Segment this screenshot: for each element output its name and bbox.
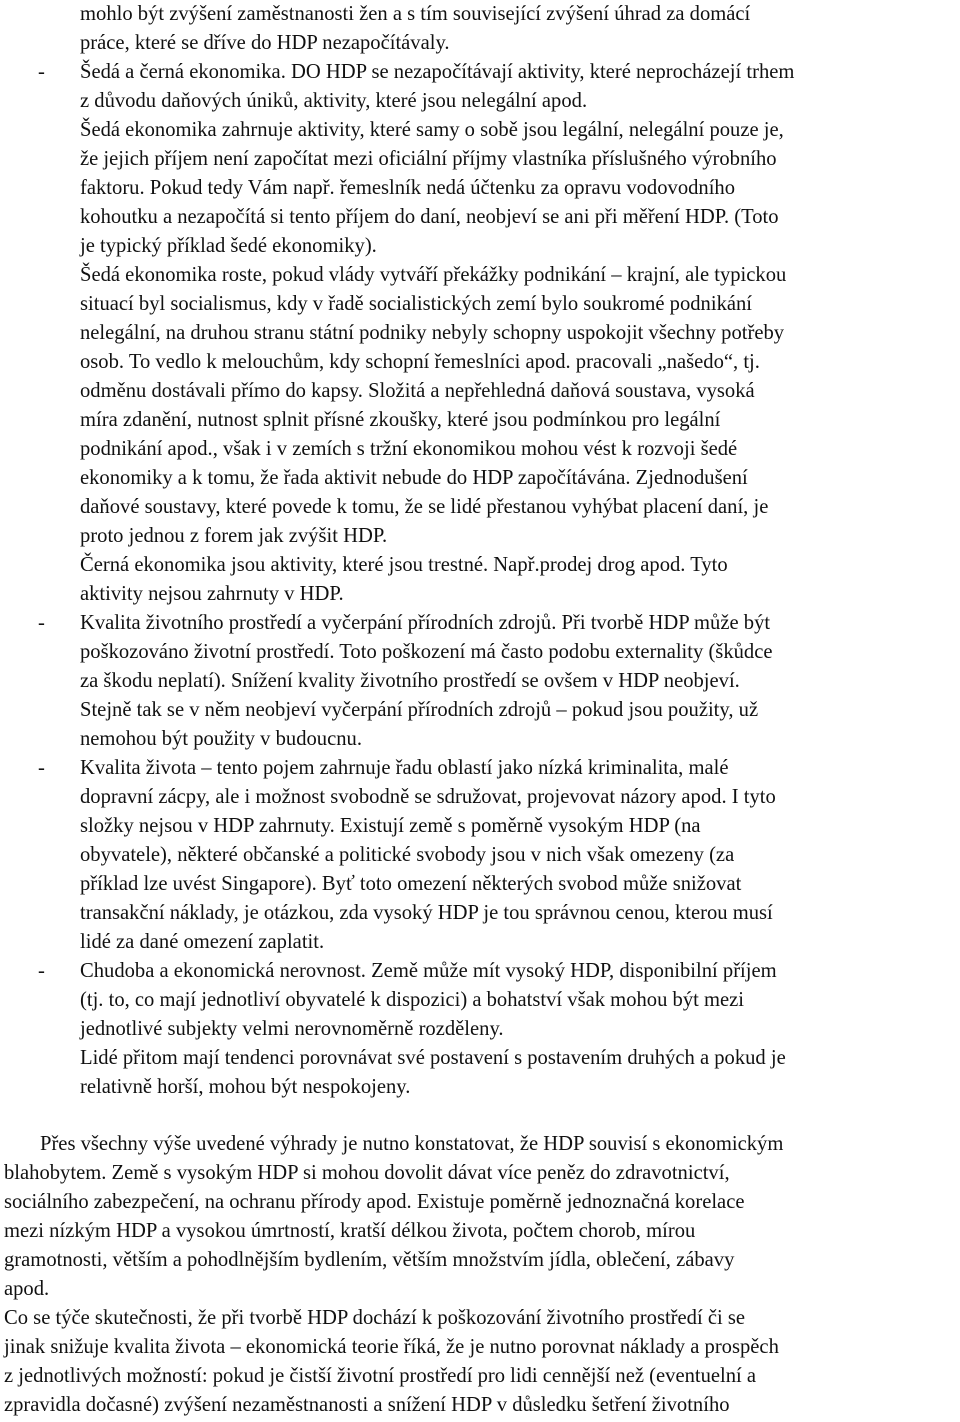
text-line: osob. To vedlo k melouchům, kdy schopní řemeslníci apod. pracovali „našedo“, tj. xyxy=(80,351,760,373)
text-line: daňové soustavy, které povede k tomu, že se lidé přestanou vyhýbat placení daní, je xyxy=(80,496,769,518)
text-line: dopravní zácpy, ale i možnost svobodně se sdružovat, projevovat názory apod. I tyto xyxy=(80,786,776,808)
list-dash: - xyxy=(38,61,45,83)
text-line: jednotlivé subjekty velmi nerovnoměrně rozděleny. xyxy=(80,1018,504,1040)
list-dash: - xyxy=(38,757,45,779)
text-line: Kvalita života – tento pojem zahrnuje řadu oblastí jako nízká kriminalita, malé xyxy=(80,757,729,779)
text-line: Stejně tak se v něm neobjeví vyčerpání přírodních zdrojů – pokud jsou použity, už xyxy=(80,699,759,721)
text-line: situací byl socialismus, kdy v řadě socialistických zemí bylo soukromé podnikání xyxy=(80,293,753,315)
text-line: apod. xyxy=(4,1278,50,1300)
text-line: Chudoba a ekonomická nerovnost. Země může mít vysoký HDP, disponibilní příjem xyxy=(80,960,777,982)
text-line: z jednotlivých možností: pokud je čistší životní prostředí pro lidi cennější než (eventuelní a xyxy=(4,1365,757,1387)
text-line: je typický příklad šedé ekonomiky). xyxy=(80,235,377,257)
text-line: blahobytem. Země s vysokým HDP si mohou dovolit dávat více peněz do zdravotnictví, xyxy=(4,1162,730,1184)
text-line: ekonomiky a k tomu, že řada aktivit nebude do HDP započítávána. Zjednodušení xyxy=(80,467,748,489)
text-line: Co se týče skutečnosti, že při tvorbě HDP dochází k poškozování životního prostředí či se xyxy=(4,1307,746,1329)
text-line: Černá ekonomika jsou aktivity, které jsou trestné. Např.prodej drog apod. Tyto xyxy=(80,554,728,576)
text-line: Šedá ekonomika zahrnuje aktivity, které samy o sobě jsou legální, nelegální pouze je, xyxy=(80,119,784,141)
text-line: poškozováno životní prostředí. Toto poškození má často podobu externality (škůdce xyxy=(80,641,773,663)
text-line: z důvodu daňových úniků, aktivity, které jsou nelegální apod. xyxy=(80,90,588,112)
text-line: proto jednou z forem jak zvýšit HDP. xyxy=(80,525,388,547)
text-line: Šedá a černá ekonomika. DO HDP se nezapočítávají aktivity, které neprocházejí trhem xyxy=(80,61,795,83)
text-line: kohoutku a nezapočítá si tento příjem do daní, neobjeví se ani při měření HDP. (Toto xyxy=(80,206,779,228)
text-line: zpravidla dočasné) zvýšení nezaměstnanosti a snížení HDP v důsledku šetření životního xyxy=(4,1394,730,1416)
text-line: složky nejsou v HDP zahrnuty. Existují země s poměrně vysokým HDP (na xyxy=(80,815,701,837)
list-dash: - xyxy=(38,960,45,982)
text-line: gramotnosti, větším a pohodlnějším bydlením, větším množstvím jídla, oblečení, zábavy xyxy=(4,1249,735,1271)
text-line: relativně horší, mohou být nespokojeny. xyxy=(80,1076,411,1098)
text-line: práce, které se dříve do HDP nezapočítávaly. xyxy=(80,32,450,54)
text-line: míra zdanění, nutnost splnit přísné zkoušky, které jsou podmínkou pro legální xyxy=(80,409,721,431)
text-line: Lidé přitom mají tendenci porovnávat své postavení s postavením druhých a pokud je xyxy=(80,1047,786,1069)
list-dash: - xyxy=(38,612,45,634)
text-line: obyvatele), některé občanské a politické svobody jsou v nich však omezeny (za xyxy=(80,844,735,866)
text-line: Šedá ekonomika roste, pokud vlády vytváří překážky podnikání – krajní, ale typickou xyxy=(80,264,787,286)
text-line: Kvalita životního prostředí a vyčerpání přírodních zdrojů. Při tvorbě HDP může být xyxy=(80,612,771,634)
text-line: (tj. to, co mají jednotliví obyvatelé k dispozici) a bohatství však mohou být mezi xyxy=(80,989,745,1011)
text-line: podnikání apod., však i v zemích s tržní ekonomikou mohou vést k rozvoji šedé xyxy=(80,438,738,460)
text-line: transakční náklady, je otázkou, zda vysoký HDP je tou správnou cenou, kterou musí xyxy=(80,902,773,924)
text-line: lidé za dané omezení zaplatit. xyxy=(80,931,325,953)
text-line: sociálního zabezpečení, na ochranu přírody apod. Existuje poměrně jednoznačná korelace xyxy=(4,1191,745,1213)
text-line: aktivity nejsou zahrnuty v HDP. xyxy=(80,583,344,605)
text-line: odměnu dostávali přímo do kapsy. Složitá a nepřehledná daňová soustava, vysoká xyxy=(80,380,755,402)
text-line: mezi nízkým HDP a vysokou úmrtností, kratší délkou života, počtem chorob, mírou xyxy=(4,1220,696,1242)
text-line: že jejich příjem není započítat mezi oficiální příjmy vlastníka příslušného výrobního xyxy=(80,148,777,170)
text-line: nelegální, na druhou stranu státní podniky nebyly schopny uspokojit všechny potřeby xyxy=(80,322,785,344)
text-line: faktoru. Pokud tedy Vám např. řemeslník nedá účtenku za opravu vodovodního xyxy=(80,177,736,199)
text-line: za škodu neplatí). Snížení kvality životního prostředí se ovšem v HDP neobjeví. xyxy=(80,670,740,692)
text-line: příklad lze uvést Singapore). Byť toto omezení některých svobod může snižovat xyxy=(80,873,742,895)
text-line: jinak snižuje kvalita života – ekonomická teorie říká, že je nutno porovnat náklady a prospěch xyxy=(4,1336,779,1358)
text-line: nemohou být použity v budoucnu. xyxy=(80,728,362,750)
text-line: Přes všechny výše uvedené výhrady je nutno konstatovat, že HDP souvisí s ekonomickým xyxy=(40,1133,784,1155)
text-line: mohlo být zvýšení zaměstnanosti žen a s tím související zvýšení úhrad za domácí xyxy=(80,3,751,25)
